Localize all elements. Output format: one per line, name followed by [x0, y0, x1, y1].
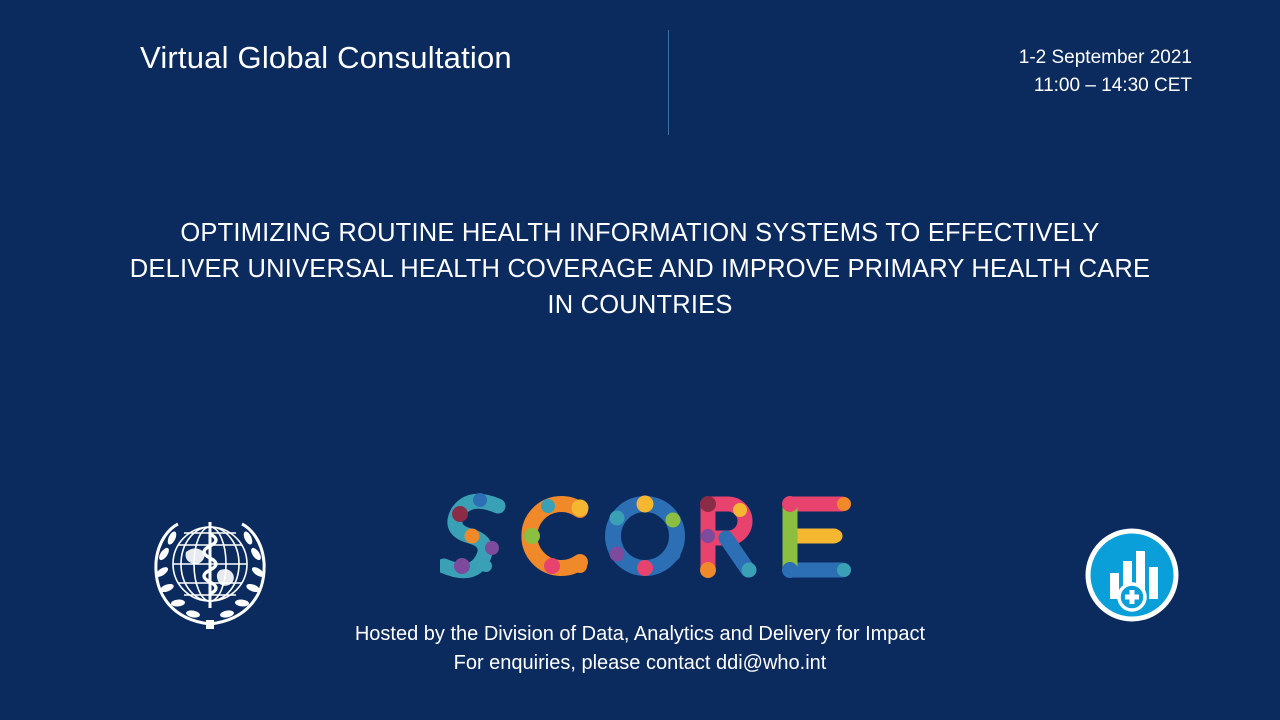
event-datetime [1019, 44, 1192, 99]
score-wordmark-icon [440, 470, 890, 600]
page-title-line-3: IN COUNTRIES [547, 291, 733, 320]
page-title-line-2: DELIVER UNIVERSAL HEALTH COVERAGE AND IMPROVE PRIMARY HEALTH CARE [129, 255, 1151, 284]
page-title-line-1: OPTIMIZING ROUTINE HEALTH INFORMATION SYSTEMS TO EFFECTIVELY [180, 219, 1100, 247]
event-time: 11:00 – 14:30 CET [1033, 74, 1192, 96]
host-line: Hosted by the Division of Data, Analytics and Delivery for Impact [354, 623, 926, 645]
event-label: Virtual Global Consultation [140, 40, 512, 75]
health-data-badge-icon [1070, 525, 1195, 620]
event-date: 1-2 September 2021 [1018, 47, 1192, 68]
header-divider [668, 30, 669, 135]
slide-header [140, 30, 1192, 140]
slide-footer [0, 620, 1280, 678]
page-title [110, 215, 1170, 324]
who-emblem-icon [140, 500, 280, 640]
contact-line: For enquiries, please contact ddi@who.int [453, 652, 827, 674]
